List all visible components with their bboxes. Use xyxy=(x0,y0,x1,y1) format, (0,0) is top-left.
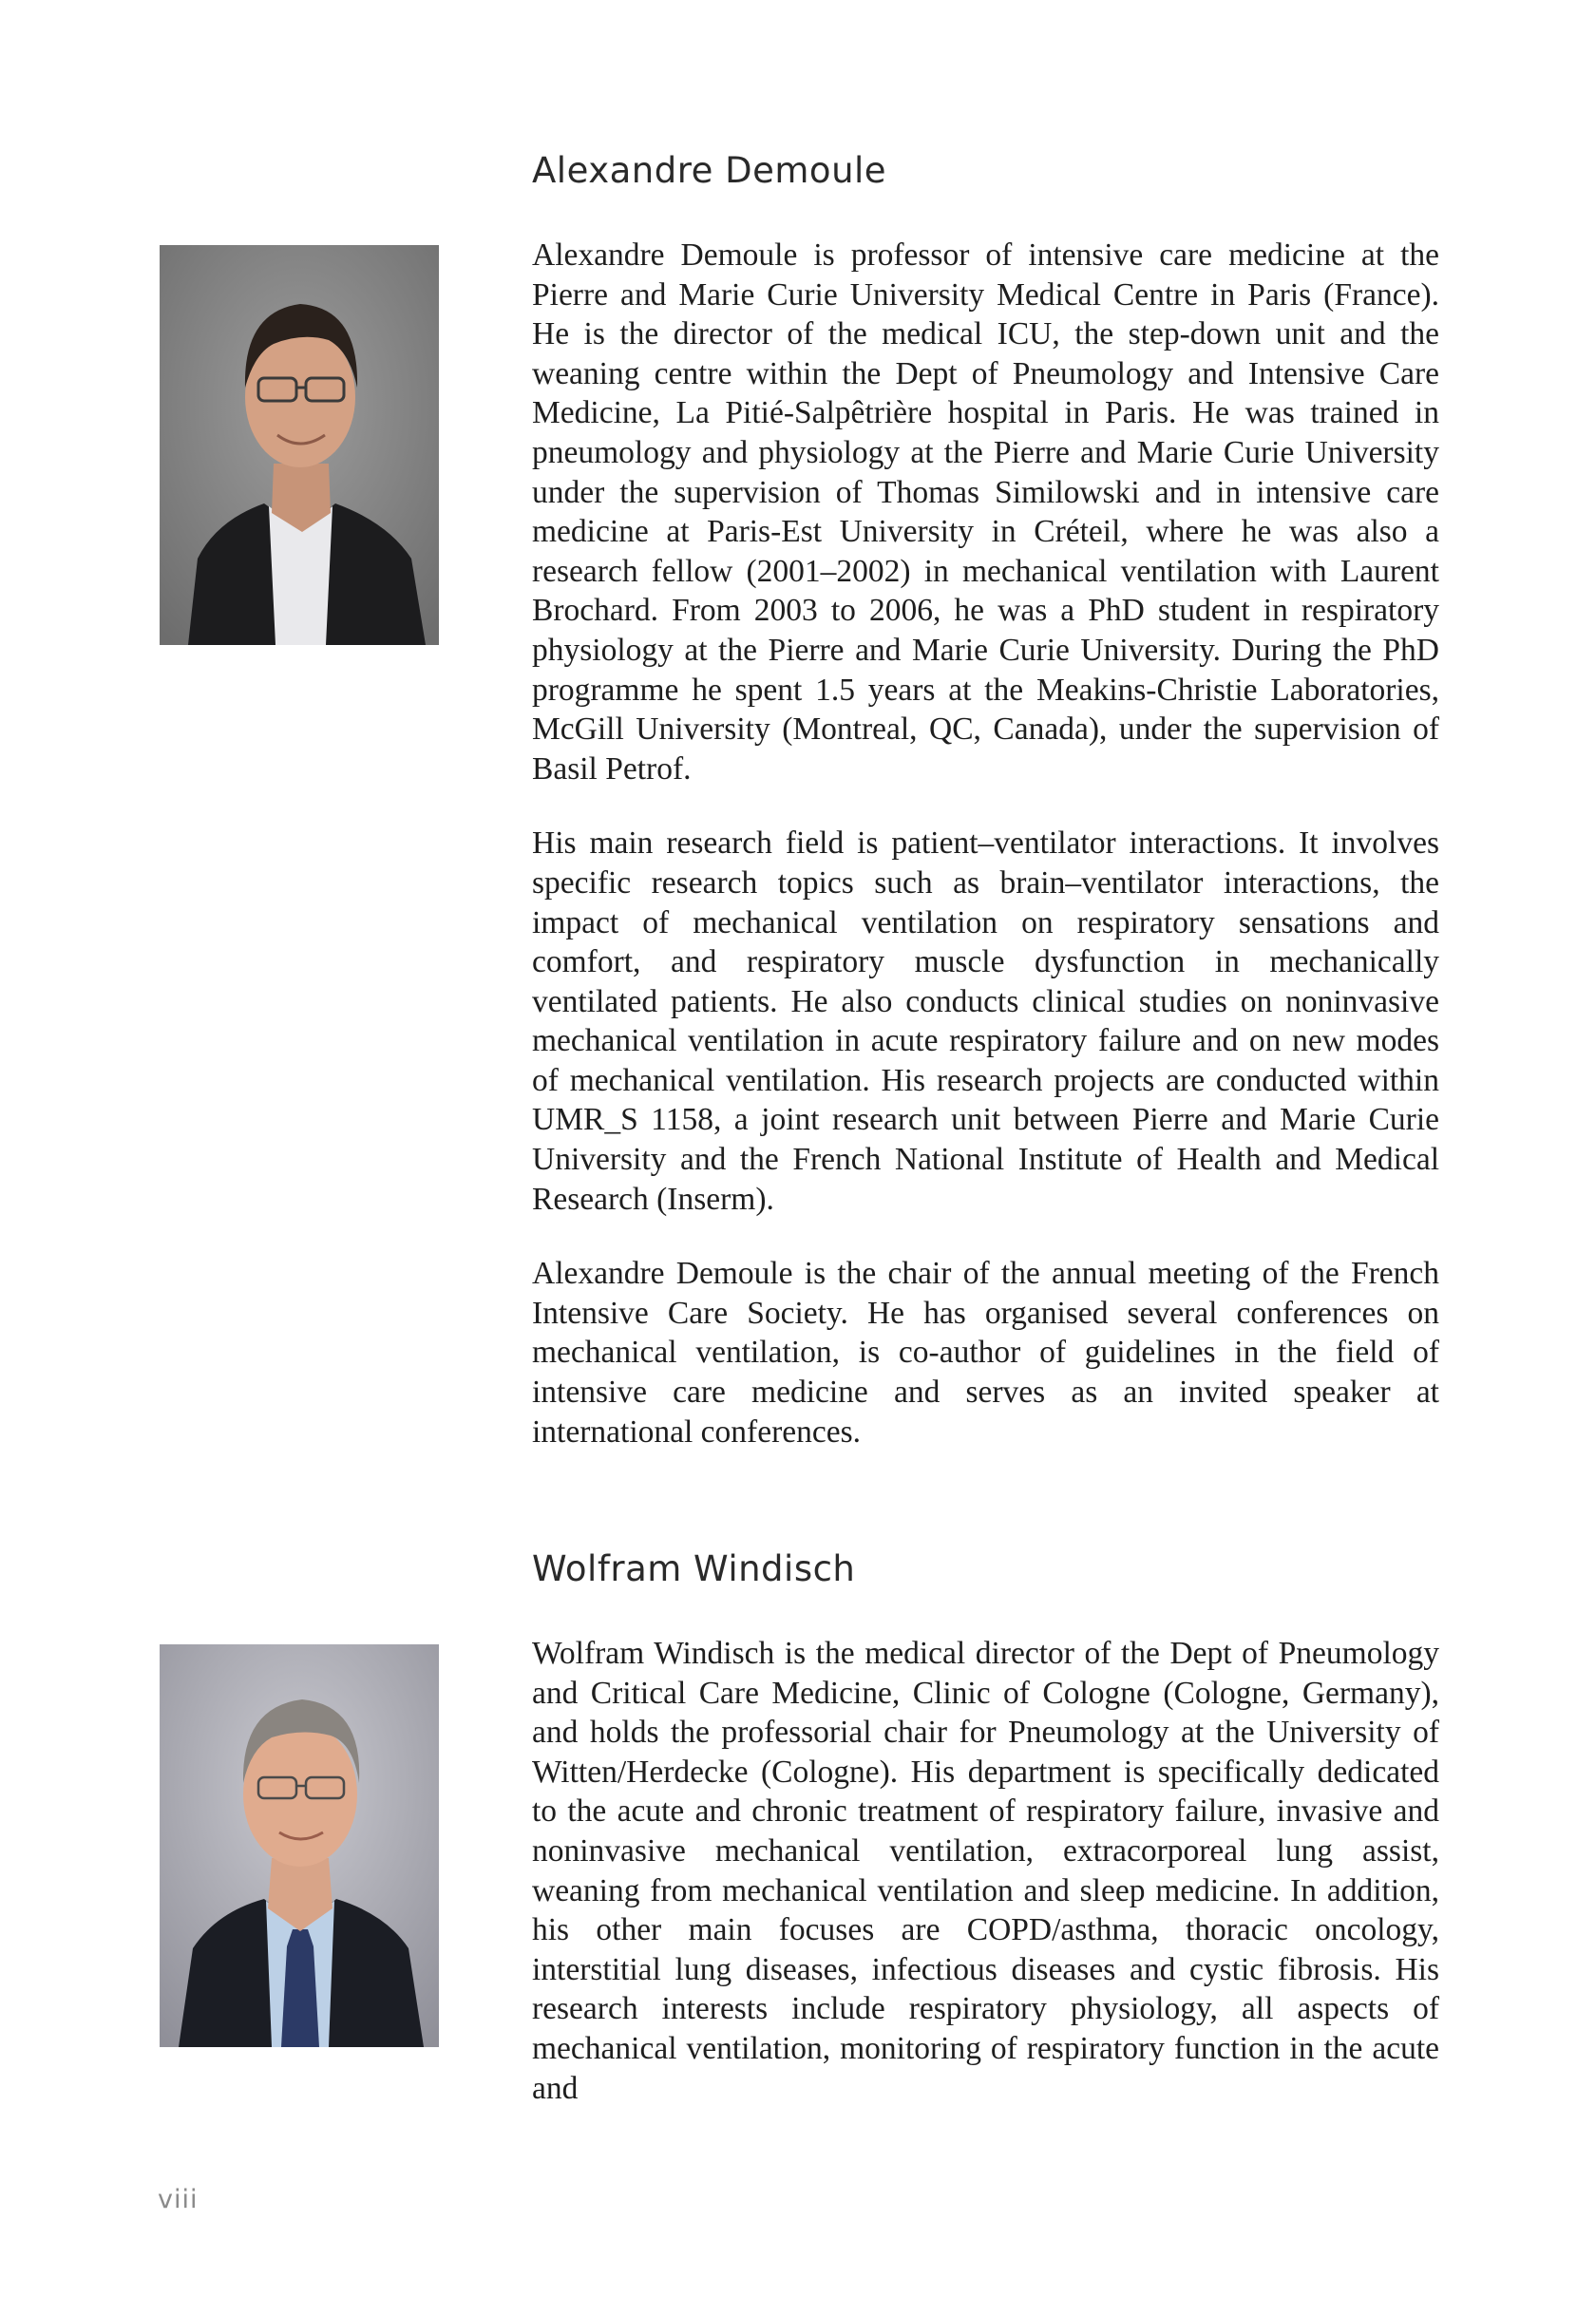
page-number: viii xyxy=(158,2185,199,2214)
author-name-heading: Wolfram Windisch xyxy=(532,1548,856,1589)
author-portrait-photo xyxy=(160,245,439,645)
author-biography xyxy=(532,236,1439,1487)
biography-paragraph: Wolfram Windisch is the medical director of the Dept of Pneumology and Critical Care Medicine, Clinic of Cologne (Cologne, Germany), and holds the professorial chair for Pneumology at the University of Witten/Herdecke (Cologne). His department is specifically dedicated to the acute and chronic treatment of respiratory failure, invasive and noninvasive mechanical ventilation, extracorporeal lung assist, weaning from mechanical ventilation and sleep medicine. In addition, his other main focuses are COPD/asthma, thoracic oncology, interstitial lung diseases, infectious diseases and cystic fibrosis. His research interests include respiratory physiology, all aspects of mechanical ventilation, monitoring of respiratory function in the acute and xyxy=(532,1636,1439,2106)
author-portrait-photo xyxy=(160,1644,439,2047)
biography-paragraph: His main research field is patient–ventilator interactions. It involves specific research topics such as brain–ventilator interactions, the impact of mechanical ventilation on respiratory sensations and comfort, and respiratory muscle dysfunction in mechanically ventilated patients. He also conducts clinical studies on noninvasive mechanical ventilation in acute respiratory failure and on new modes of mechanical ventilation. His research projects are conducted within UMR_S 1158, a joint research unit between Pierre and Marie Curie University and the French National Institute of Health and Medical Research (Inserm). xyxy=(532,825,1439,1217)
biography-paragraph: Alexandre Demoule is professor of intensive care medicine at the Pierre and Marie Curie University Medical Centre in Paris (France). He is the director of the medical ICU, the step-down unit and the weaning centre within the Dept of Pneumology and Intensive Care Medicine, La Pitié-Salpêtrière hospital in Paris. He was trained in pneumology and physiology at the Pierre and Marie Curie University under the supervision of Thomas Similowski and in intensive care medicine at Paris-Est University in Créteil, where he was also a research fellow (2001–2002) in mechanical ventilation with Laurent Brochard. From 2003 to 2006, he was a PhD student in respiratory physiology at the Pierre and Marie Curie University. During the PhD programme he spent 1.5 years at the Meakins-Christie Laboratories, McGill University (Montreal, QC, Canada), under the supervision of Basil Petrof. xyxy=(532,237,1439,787)
author-biography xyxy=(532,1634,1439,2143)
biography-paragraph: Alexandre Demoule is the chair of the annual meeting of the French Intensive Care Society. He has organised several conferences on mechanical ventilation, is co-author of guidelines in the field of intensive care medicine and serves as an invited speaker at international conferences. xyxy=(532,1256,1439,1450)
author-name-heading: Alexandre Demoule xyxy=(532,150,887,191)
